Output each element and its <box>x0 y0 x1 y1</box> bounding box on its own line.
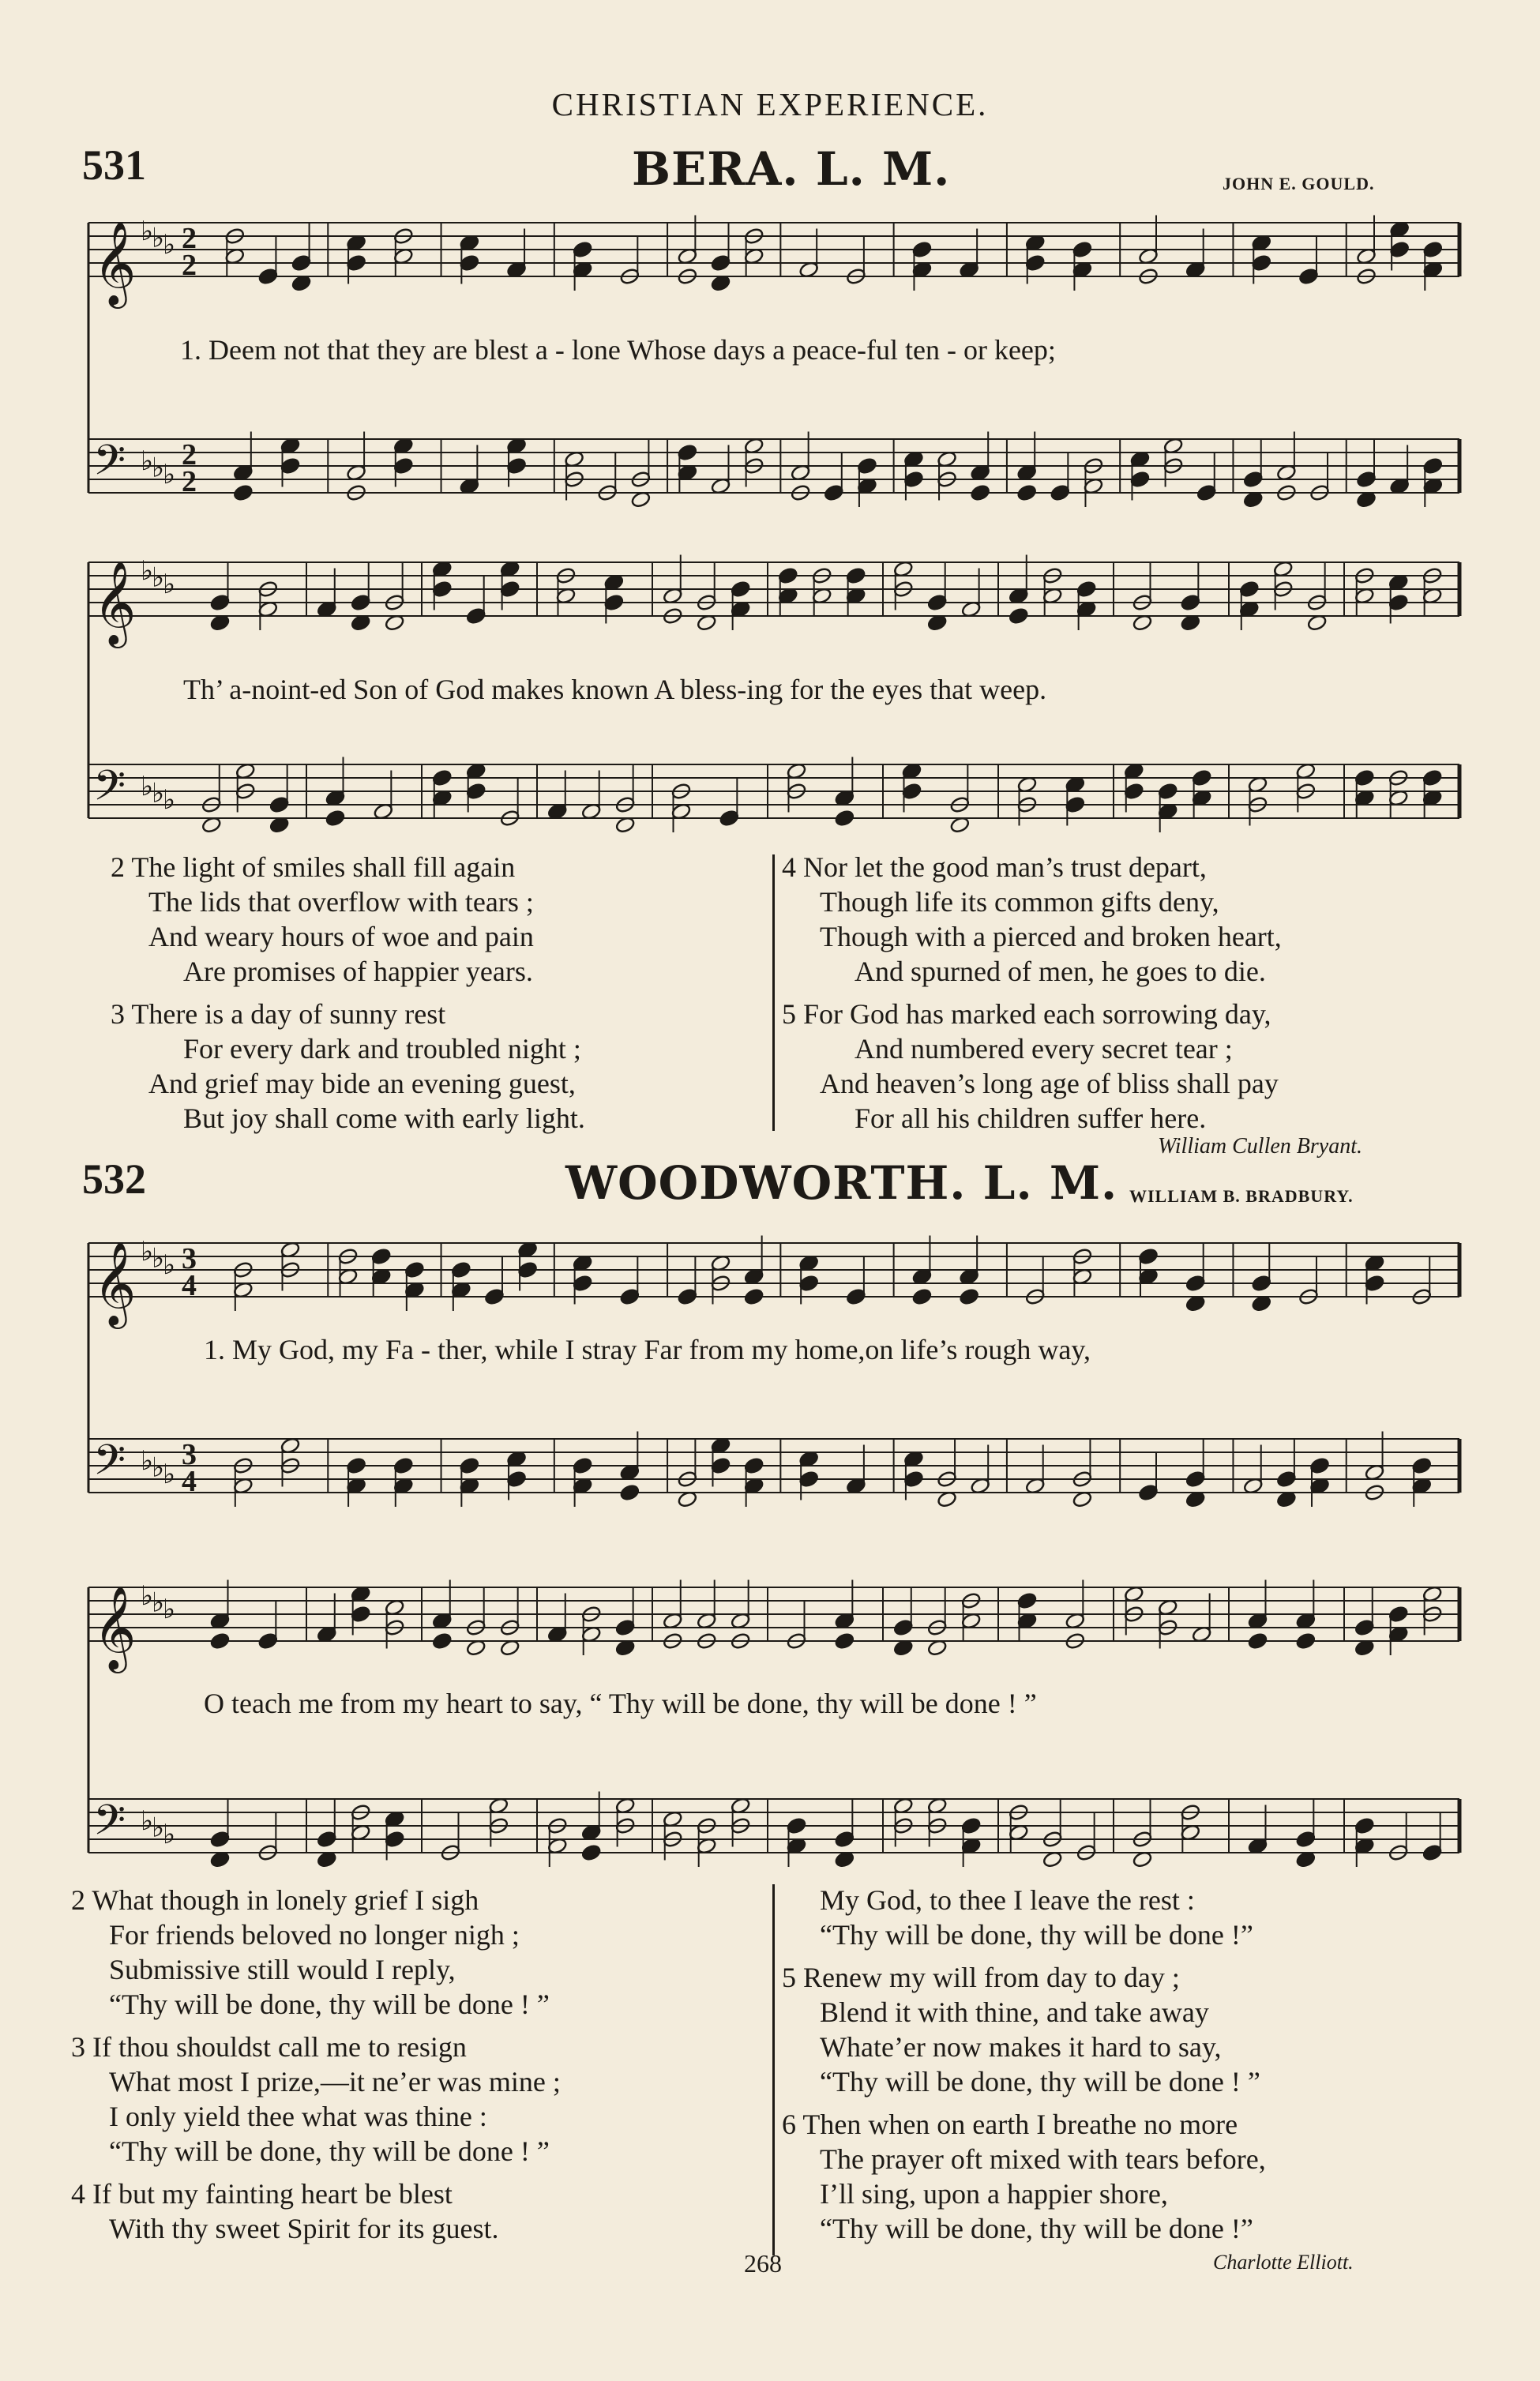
lyric-line: 1. Deem not that they are blest a - lone Whose days a peace-ful ten - or keep; <box>180 334 1056 366</box>
note-head <box>970 484 990 502</box>
tune-title: WOODWORTH. L. M. <box>565 1156 1118 1210</box>
time-signature-bottom: 2 <box>182 249 197 282</box>
lyric-line: 1. My God, my Fa - ther, while I stray Far from my home,on life’s rough way, <box>204 1334 1091 1365</box>
flat-sign: ♭ <box>152 1812 165 1844</box>
column-divider <box>772 854 775 1131</box>
flat-sign: ♭ <box>152 1242 165 1275</box>
flat-sign: ♭ <box>163 229 176 261</box>
hymn-number: 531 <box>82 141 146 189</box>
flat-sign: ♭ <box>141 1236 154 1268</box>
flat-sign: ♭ <box>141 771 154 803</box>
verse-line: 5 Renew my will from day to day ; <box>782 1962 1180 1993</box>
verse-line: And grief may bide an evening guest, <box>148 1068 576 1099</box>
note-head <box>233 484 254 502</box>
verse-line: Are promises of happier years. <box>183 956 533 987</box>
flat-sign: ♭ <box>152 1452 165 1484</box>
tune-title: BERA. L. M. <box>632 142 951 196</box>
flat-sign: ♭ <box>163 784 176 817</box>
composer: JOHN E. GOULD. <box>1223 174 1375 193</box>
note-head <box>834 1632 855 1651</box>
verse-line: 3 There is a day of sunny rest <box>111 998 446 1030</box>
note-head <box>911 1288 932 1306</box>
time-signature-top: 2 <box>182 438 197 471</box>
time-signature-top: 2 <box>182 222 197 255</box>
note-head <box>1295 1632 1316 1651</box>
flat-sign: ♭ <box>152 452 165 484</box>
flat-sign: ♭ <box>163 1459 176 1491</box>
author-credit: William Cullen Bryant. <box>1158 1134 1362 1159</box>
verse-line: I’ll sing, upon a happier shore, <box>820 2178 1168 2210</box>
time-signature-bottom: 2 <box>182 465 197 498</box>
verses-right <box>782 850 1282 1136</box>
verse-line: “Thy will be done, thy will be done !” <box>820 1919 1253 1951</box>
verse-line: The lids that overflow with tears ; <box>148 886 534 918</box>
hymn-number: 532 <box>82 1155 146 1203</box>
verse-line: And numbered every secret tear ; <box>855 1033 1233 1065</box>
time-signature-bottom: 4 <box>182 1465 197 1498</box>
bass-clef-icon: 𝄢 <box>93 1797 126 1855</box>
lyric-line: Th’ a-noint-ed Son of God makes known A bless-ing for the eyes that weep. <box>183 674 1047 705</box>
composer: WILLIAM B. BRADBURY. <box>1129 1186 1354 1206</box>
flat-sign: ♭ <box>163 1594 176 1626</box>
verse-line: But joy shall come with early light. <box>183 1102 585 1134</box>
time-signature-bottom: 4 <box>182 1269 197 1302</box>
verse-line: 2 The light of smiles shall fill again <box>111 851 516 883</box>
verse-line: 6 Then when on earth I breathe no more <box>782 2109 1238 2140</box>
verse-line: Whate’er now makes it hard to say, <box>820 2031 1222 2063</box>
verse-line: 3 If thou shouldst call me to resign <box>71 2031 467 2063</box>
flat-sign: ♭ <box>141 1805 154 1838</box>
flat-sign: ♭ <box>141 445 154 478</box>
verses-left <box>71 1883 561 2246</box>
flat-sign: ♭ <box>152 561 165 594</box>
note-head <box>619 1484 640 1502</box>
note-head <box>1247 1632 1268 1651</box>
page-header: CHRISTIAN EXPERIENCE. <box>551 86 989 122</box>
verse-line: Submissive still would I reply, <box>109 1954 456 1985</box>
verse-line: “Thy will be done, thy will be done !” <box>820 2213 1253 2244</box>
flat-sign: ♭ <box>152 222 165 254</box>
verse-line: 2 What though in lonely grief I sigh <box>71 1884 479 1916</box>
verse-line: 4 If but my fainting heart be blest <box>71 2178 453 2210</box>
verse-line: 5 For God has marked each sorrowing day, <box>782 998 1271 1030</box>
treble-clef-icon: 𝄞 <box>93 560 137 644</box>
note-head <box>959 1288 979 1306</box>
time-signature-top: 3 <box>182 1242 197 1275</box>
verse-line: 4 Nor let the good man’s trust depart, <box>782 851 1207 883</box>
flat-sign: ♭ <box>163 569 176 601</box>
verse-line: With thy sweet Spirit for its guest. <box>109 2213 499 2244</box>
note-head <box>744 1288 764 1306</box>
note-head <box>325 809 345 828</box>
verse-line: Though life its common gifts deny, <box>820 886 1219 918</box>
bass-clef-icon: 𝄢 <box>93 1436 126 1495</box>
verse-line: For every dark and troubled night ; <box>183 1033 581 1065</box>
flat-sign: ♭ <box>141 216 154 248</box>
verses-left <box>111 850 585 1136</box>
flat-sign: ♭ <box>163 459 176 491</box>
verse-line: Though with a pierced and broken heart, <box>820 921 1282 952</box>
verse-line: And weary hours of woe and pain <box>148 921 534 952</box>
verse-line: I only yield thee what was thine : <box>109 2101 487 2132</box>
note-head <box>1016 484 1037 502</box>
flat-sign: ♭ <box>152 777 165 809</box>
verse-line: And spurned of men, he goes to die. <box>855 956 1266 987</box>
note-head <box>834 809 855 828</box>
verse-line: “Thy will be done, thy will be done ! ” <box>109 1989 550 2020</box>
treble-clef-icon: 𝄞 <box>93 1241 137 1325</box>
flat-sign: ♭ <box>163 1249 176 1282</box>
column-divider <box>772 1884 775 2255</box>
verse-line: “Thy will be done, thy will be done ! ” <box>109 2135 550 2167</box>
time-signature-top: 3 <box>182 1438 197 1471</box>
flat-sign: ♭ <box>141 1445 154 1478</box>
bass-clef-icon: 𝄢 <box>93 437 126 495</box>
note-head <box>209 1632 230 1651</box>
verse-line: The prayer oft mixed with tears before, <box>820 2143 1266 2175</box>
verse-line: For all his children suffer here. <box>855 1102 1207 1134</box>
verse-line: For friends beloved no longer nigh ; <box>109 1919 520 1951</box>
flat-sign: ♭ <box>163 1819 176 1851</box>
author-credit: Charlotte Elliott. <box>1213 2251 1354 2274</box>
treble-clef-icon: 𝄞 <box>93 220 137 305</box>
verse-line: My God, to thee I leave the rest : <box>820 1884 1195 1916</box>
note-head <box>432 1632 453 1651</box>
verse-line: What most I prize,—it ne’er was mine ; <box>109 2066 561 2097</box>
flat-sign: ♭ <box>141 555 154 588</box>
flat-sign: ♭ <box>141 1580 154 1613</box>
note-head <box>1009 607 1029 625</box>
lyric-line: O teach me from my heart to say, “ Thy will be done, thy will be done ! ” <box>204 1688 1037 1719</box>
verses-right <box>782 1883 1266 2246</box>
verse-line: “Thy will be done, thy will be done ! ” <box>820 2066 1260 2097</box>
page-number: 268 <box>744 2249 782 2278</box>
verse-line: Blend it with thine, and take away <box>820 1996 1209 2028</box>
treble-clef-icon: 𝄞 <box>93 1585 137 1669</box>
flat-sign: ♭ <box>152 1587 165 1619</box>
bass-clef-icon: 𝄢 <box>93 762 126 821</box>
note-head <box>581 1844 602 1862</box>
verse-line: And heaven’s long age of bliss shall pay <box>820 1068 1279 1099</box>
